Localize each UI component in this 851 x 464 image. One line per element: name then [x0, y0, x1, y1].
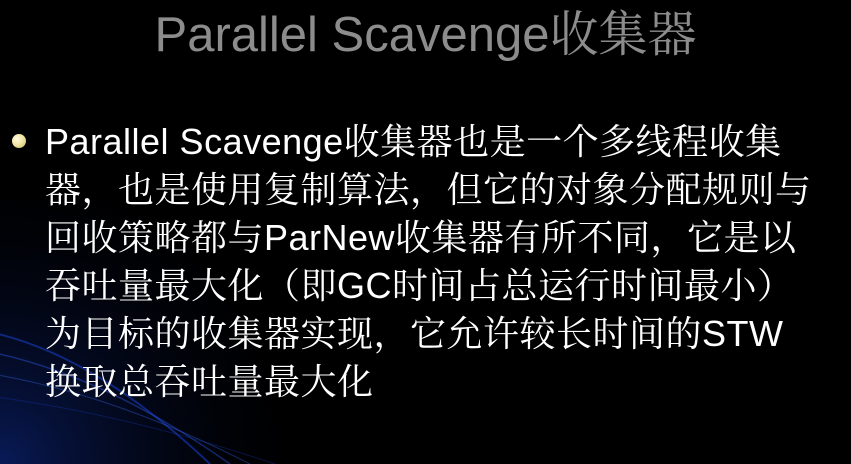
bullet-dot-icon — [12, 134, 26, 148]
bullet-text: Parallel Scavenge收集器也是一个多线程收集器，也是使用复制算法，但它的对象分配规则与回收策略都与ParNew收集器有所不同，它是以吞吐量最大化（即GC时间占总运行时间最小）为目标的收集器实现，它允许较长时间的STW换取总吞吐量最大化 — [45, 121, 812, 402]
slide-title: Parallel Scavenge收集器 — [154, 8, 697, 62]
